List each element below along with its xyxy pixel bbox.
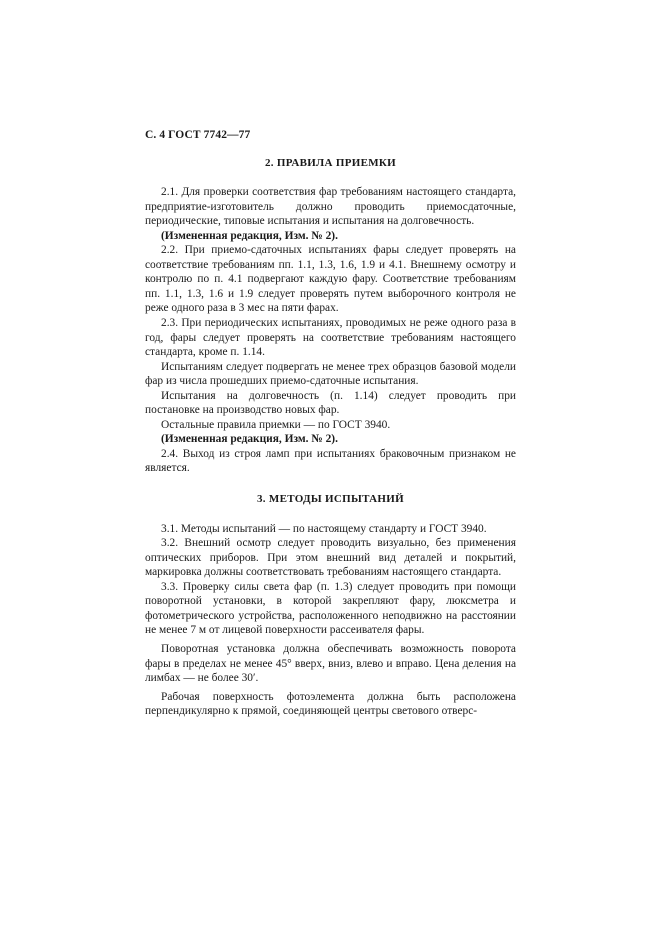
section-title-test-methods: 3. МЕТОДЫ ИСПЫТАНИЙ	[257, 493, 404, 506]
page-header: С. 4 ГОСТ 7742—77	[145, 129, 251, 141]
paragraph-2-4: 2.4. Выход из строя ламп при испытаниях браковочным признаком не является.	[145, 447, 516, 475]
paragraph-2-1: 2.1. Для проверки соответствия фар требованиям настоящего стандарта, предприятие-изготовитель должно проводить приемосдаточные, периодические, типовые испытания и испытания на долговечность.	[145, 186, 516, 228]
paragraph-other-rules: Остальные правила приемки — по ГОСТ 3940.	[161, 418, 391, 431]
amendment-note: (Измененная редакция, Изм. № 2).	[161, 433, 338, 446]
paragraph-2-2: 2.2. При приемо-сдаточных испытаниях фары следует проверять на соответствие требованиям пп. 1.1, 1.3, 1.6, 1.9 и 4.1. Внешнему осмотру и контролю по п. 4.1 подвергают каждую фару. Соответствие требованиям пп. 1.1, 1.3, 1.6 и 1.9 следует проверять путем выборочного контроля не реже одного раза в 3 мес на пяти фарах.	[145, 244, 516, 315]
paragraph-3-3: 3.3. Проверку силы света фар (п. 1.3) следует проводить при помощи поворотной установки, в которой закрепляют фару, люксметра и фотометрического устройства, расположенного неподвижно на расстоянии не менее 7 м от лицевой поверхности рассеивателя фары.	[145, 580, 516, 637]
paragraph-samples: Испытаниям следует подвергать не менее трех образцов базовой модели фар из числа прошедших приемо-сдаточные испытания.	[145, 360, 516, 388]
paragraph-3-2: 3.2. Внешний осмотр следует проводить визуально, без применения оптических приборов. При этом внешний вид деталей и покрытий, маркировка должны соответствовать требованиям настоящего стандарта.	[145, 537, 516, 579]
paragraph-3-1: 3.1. Методы испытаний — по настоящему стандарту и ГОСТ 3940.	[161, 522, 487, 535]
section-title-acceptance-rules: 2. ПРАВИЛА ПРИЕМКИ	[264, 156, 397, 169]
amendment-note: (Измененная редакция, Изм. № 2).	[161, 229, 338, 242]
paragraph-rotary-unit: Поворотная установка должна обеспечивать возможность поворота фары в пределах не менее 45° вверх, вниз, влево и вправо. Цена деления на лимбах — не более 30′.	[145, 642, 516, 685]
paragraph-photocell: Рабочая поверхность фотоэлемента должна быть расположена перпендикулярно к прямой, соединяющей центры светового отверс-	[145, 690, 516, 718]
paragraph-2-3: 2.3. При периодических испытаниях, проводимых не реже одного раза в год, фары следует проверять на соответствие требованиям настоящего стандарта, кроме п. 1.14.	[145, 317, 516, 359]
document-page	[145, 128, 516, 719]
paragraph-durability: Испытания на долговечность (п. 1.14) следует проводить при постановке на производство новых фар.	[145, 389, 516, 417]
